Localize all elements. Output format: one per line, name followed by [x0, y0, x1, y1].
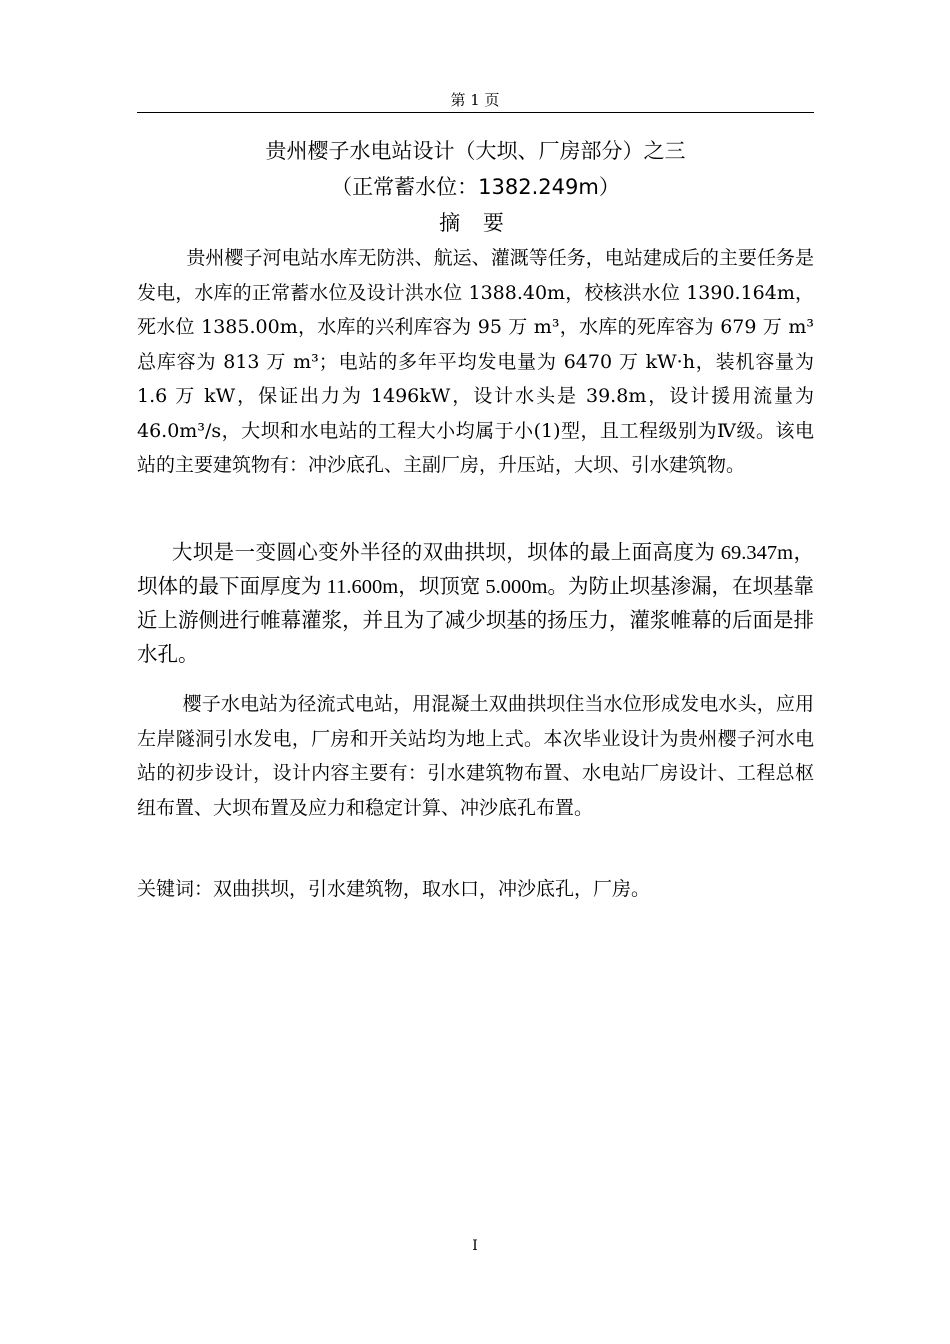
document-title: 贵州樱子水电站设计（大坝、厂房部分）之三 [265, 139, 686, 163]
abstract-paragraph-2: 大坝是一变圆心变外半径的双曲拱坝，坝体的最上面高度为 69.347m，坝体的最下面厚度为 11.600m，坝顶宽 5.000m。为防止坝基渗漏，在坝基靠近上游侧进行帷幕灌浆，并且为了减少坝基的扬压力，灌浆帷幕的后面是排水孔。 [137, 542, 814, 666]
keywords-label: 关键词： [137, 878, 214, 900]
header-divider [137, 112, 814, 113]
keywords-list: 双曲拱坝，引水建筑物，取水口，冲沙底孔，厂房。 [213, 878, 651, 900]
abstract-paragraph-3: 樱子水电站为径流式电站，用混凝土双曲拱坝住当水位形成发电水头，应用左岸隧洞引水发电，厂房和开关站均为地上式。本次毕业设计为贵州樱子河水电站的初步设计，设计内容主要有：引水建筑物布置、水电站厂房设计、工程总枢纽布置、大坝布置及应力和稳定计算、冲沙底孔布置。 [137, 693, 814, 819]
abstract-paragraph-1: 贵州樱子河电站水库无防洪、航运、灌溉等任务，电站建成后的主要任务是发电，水库的正常蓄水位及设计洪水位 1388.40m，校核洪水位 1390.164m，死水位 1385.00m，水库的兴利库容为 95 万 m³，水库的死库容为 679 万 m³ 总库容为 813 万 m³；电站的多年平均发电量为 6470 万 kW·h，装机容量为 1.6 万 kW，保证出力为 1496kW，设计水头是 39.8m，设计援用流量为 46.0m³/s，大坝和水电站的工程大小均属于小(1)型，且工程级别为Ⅳ级。该电站的主要建筑物有：冲沙底孔、主副厂房，升压站，大坝、引水建筑物。 [137, 247, 814, 476]
page-footer-number: I [472, 1238, 478, 1254]
page-header: 第 1 页 [450, 91, 500, 109]
abstract-heading: 摘 要 [439, 211, 512, 235]
keywords-line [137, 872, 814, 906]
document-subtitle: （正常蓄水位：1382.249m） [331, 175, 620, 199]
